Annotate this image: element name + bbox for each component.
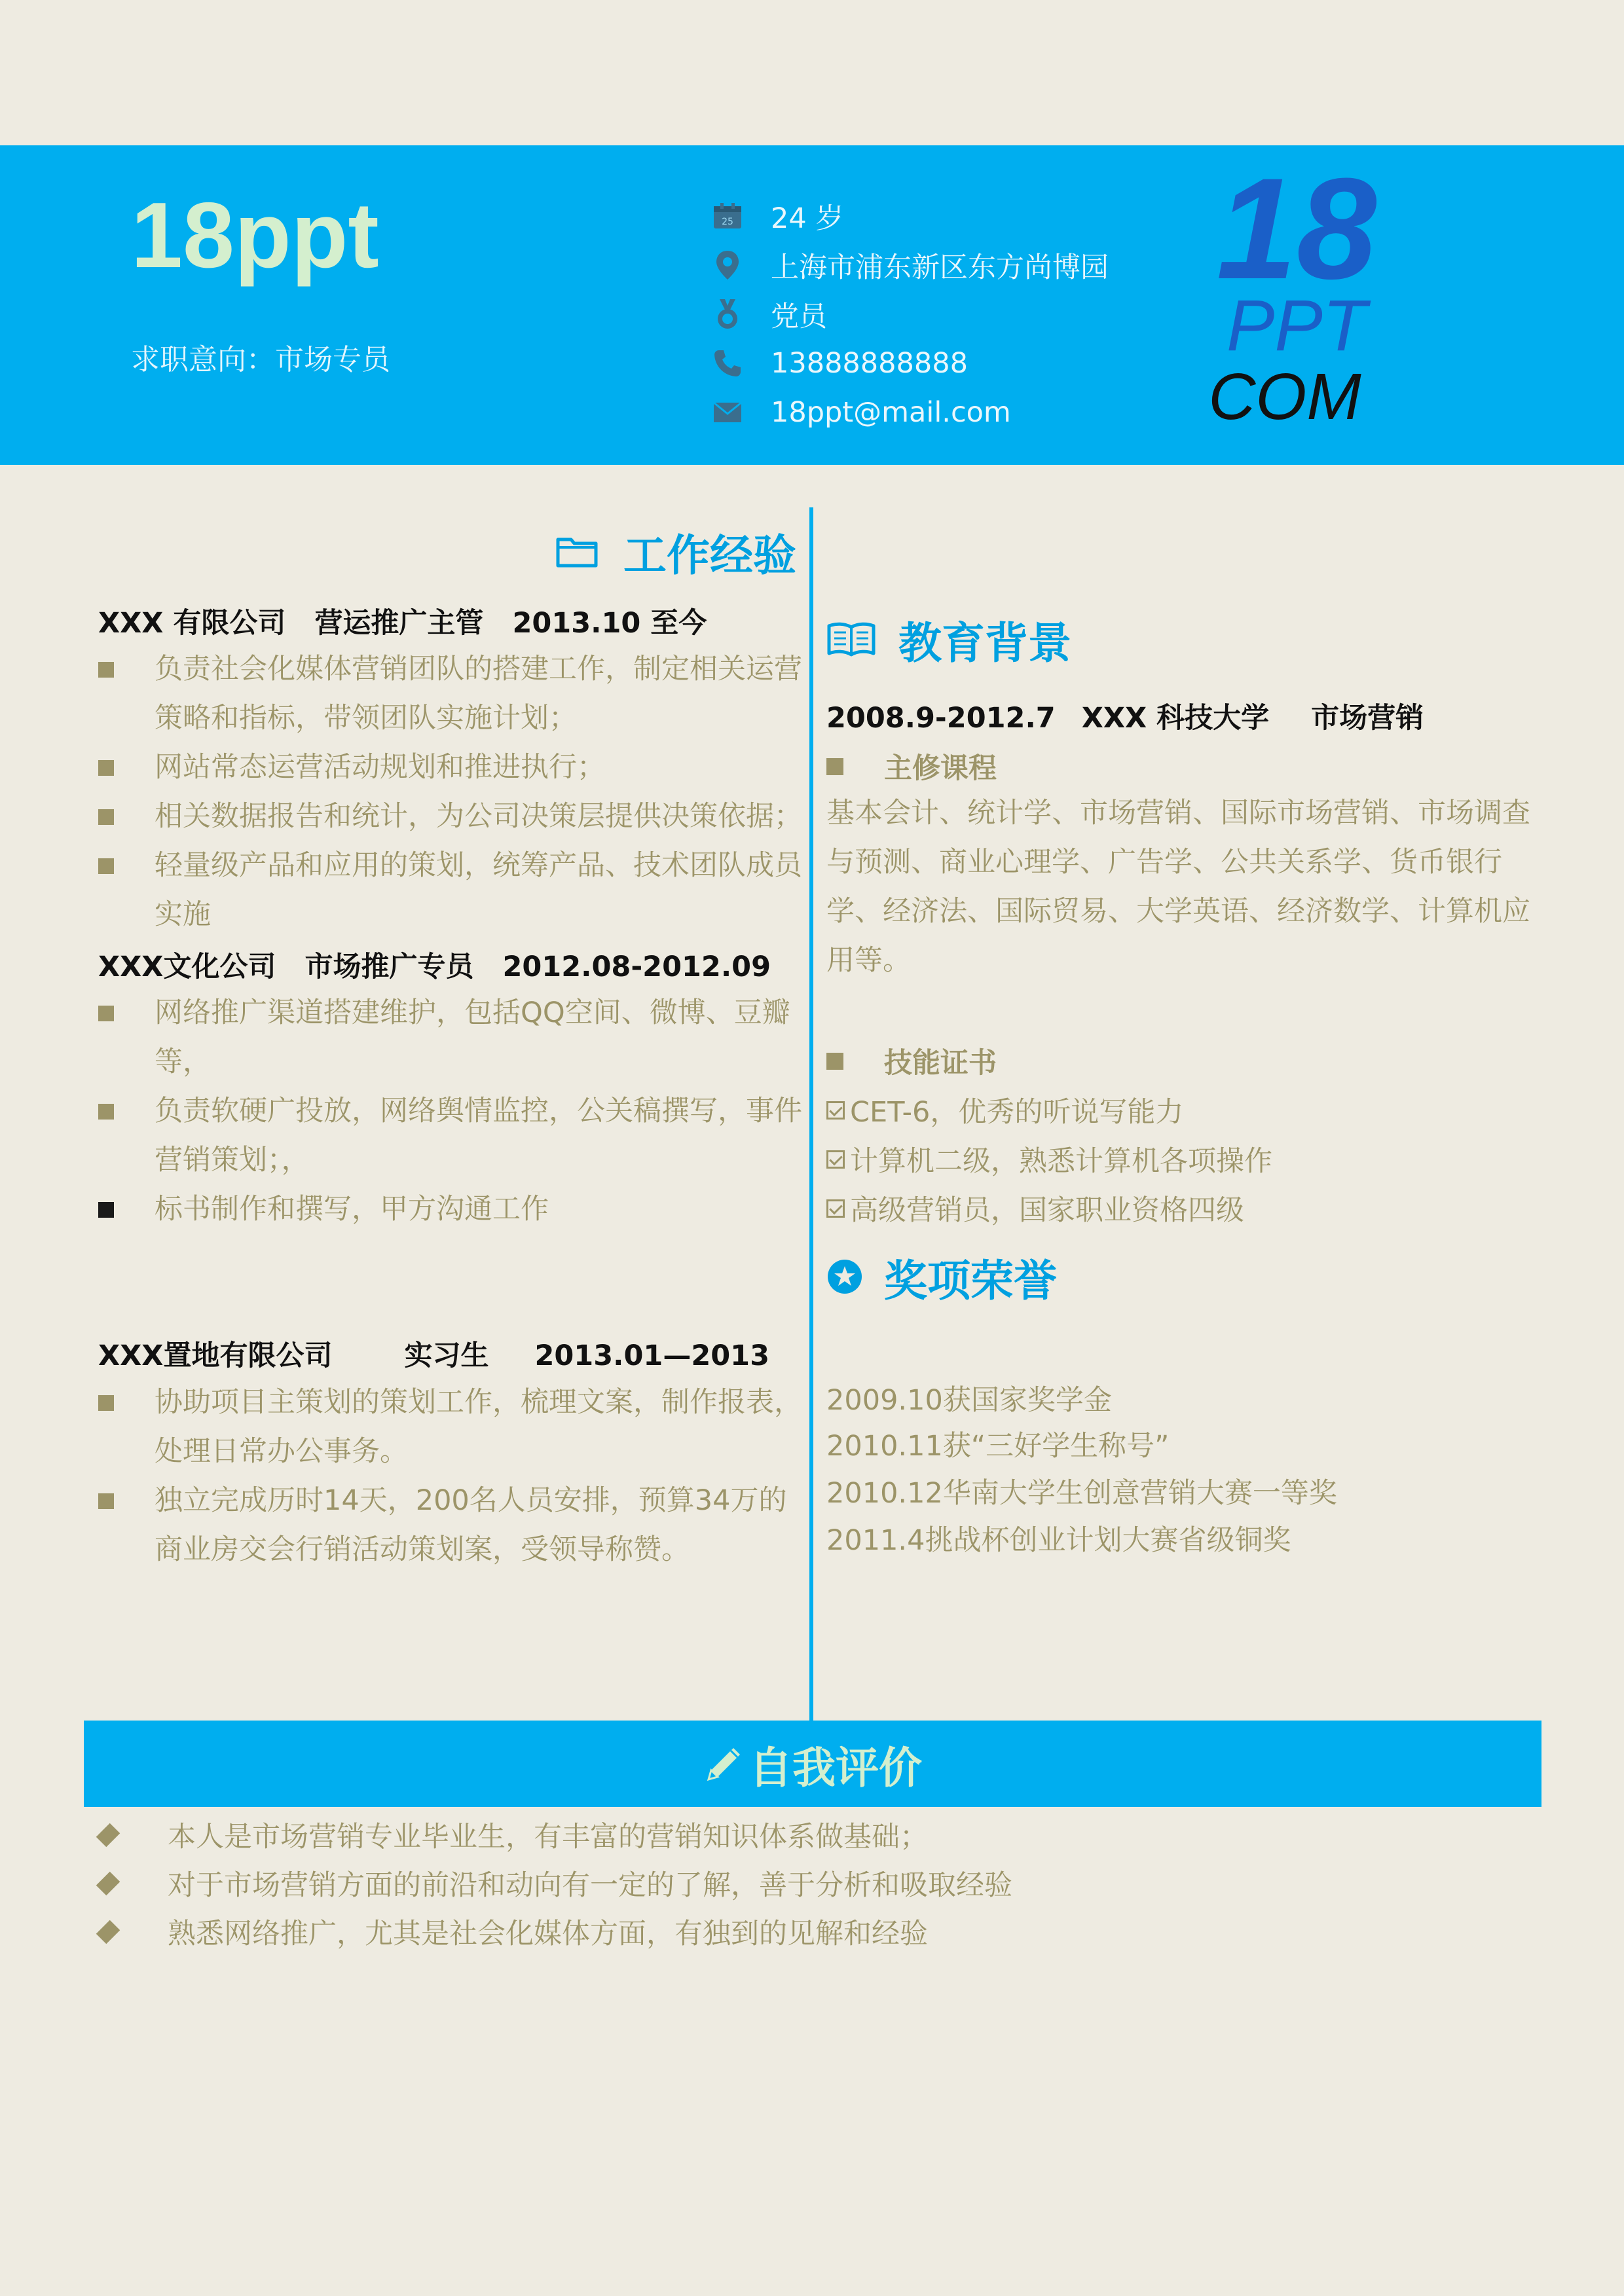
cert-item: 计算机二级，熟悉计算机各项操作 <box>826 1139 1272 1179</box>
job-company: XXX置地有限公司 <box>98 1339 333 1372</box>
job-company: XXX 有限公司 <box>98 607 286 640</box>
job-bullet: 轻量级产品和应用的策划，统筹产品、技术团队成员实施 <box>98 841 812 939</box>
phone-icon <box>710 346 745 380</box>
address-text: 上海市浦东新区东方尚博园 <box>771 251 1109 284</box>
candidate-name: 18ppt <box>131 183 379 287</box>
education-section-title <box>826 606 1071 672</box>
skills-subtitle: 技能证书 <box>826 1041 997 1081</box>
logo-mid-text: PPT <box>1227 285 1367 366</box>
award-item: 2011.4挑战杯创业计划大赛省级铜奖 <box>826 1524 1291 1557</box>
job-header <box>98 601 735 641</box>
award-item: 2010.12华南大学生创意营销大赛一等奖 <box>826 1477 1337 1510</box>
job-position: 实习生 <box>404 1339 489 1372</box>
job-bullet: 相关数据报告和统计，为公司决策层提供决策依据； <box>98 792 812 841</box>
award-item: 2009.10获国家奖学金 <box>826 1384 1112 1417</box>
edu-school: XXX 科技大学 <box>1081 702 1270 735</box>
svg-text:25: 25 <box>722 217 733 227</box>
checkbox-icon <box>826 1150 845 1169</box>
awards-title: 奖项荣誉 <box>884 1255 1057 1306</box>
cert-item: CET-6，优秀的听说写能力 <box>826 1090 1183 1130</box>
folder-icon <box>555 534 599 568</box>
book-icon <box>826 621 876 657</box>
award-item: 2010.11获“三好学生称号” <box>826 1430 1170 1463</box>
self-eval-title: 自我评价 <box>749 1742 922 1793</box>
eval-item: 对于市场营销方面的前沿和动向有一定的了解，善于分析和吸取经验 <box>98 1863 1012 1903</box>
checkbox-icon <box>826 1199 845 1218</box>
job-bullet: 独立完成历时14天，200名人员安排，预算34万的商业房交会行销活动策划案，受领导称赞。 <box>98 1476 812 1575</box>
logo-top-text: 18 <box>1216 157 1377 309</box>
info-politics <box>710 291 1208 337</box>
edu-period: 2008.9-2012.7 <box>826 702 1056 735</box>
logo-18ppt <box>1198 157 1395 432</box>
job-bullet: 标书制作和撰写，甲方沟通工作 <box>98 1185 812 1234</box>
eval-item: 熟悉网络推广，尤其是社会化媒体方面，有独到的见解和经验 <box>98 1912 928 1952</box>
job-bullet: 负责软硬广投放，网络舆情监控，公关稿撰写，事件营销策划；， <box>98 1087 812 1185</box>
logo-bottom-text: COM <box>1208 360 1361 432</box>
job-bullet: 协助项目主策划的策划工作，梳理文案，制作报表，处理日常办公事务。 <box>98 1378 812 1476</box>
job-period: 2013.10 至今 <box>512 607 707 640</box>
job-period: 2013.01—2013 <box>534 1339 769 1372</box>
job-objective: 求职意向：市场专员 <box>131 343 390 376</box>
work-title: 工作经验 <box>623 530 796 581</box>
location-pin-icon <box>710 248 745 282</box>
phone-text: 13888888888 <box>771 347 968 380</box>
age-text: 24 岁 <box>771 202 844 235</box>
job-bullet: 网站常态运营活动规划和推进执行； <box>98 743 812 792</box>
job-position: 市场推广专员 <box>304 951 474 983</box>
education-title: 教育背景 <box>898 617 1071 668</box>
job-header <box>98 1334 798 1374</box>
mail-icon <box>710 395 745 429</box>
job-period: 2012.08-2012.09 <box>502 951 771 983</box>
info-age <box>710 193 1208 239</box>
job-company: XXX文化公司 <box>98 951 276 983</box>
courses-subtitle: 主修课程 <box>826 746 997 786</box>
politics-text: 党员 <box>771 300 827 333</box>
work-section-title <box>555 519 796 584</box>
courses-text: 基本会计、统计学、市场营销、国际市场营销、市场调查与预测、商业心理学、广告学、公共关系学、货币银行学、经济法、国际贸易、大学英语、经济数学、计算机应用等。 <box>826 797 1530 977</box>
job-position: 营运推广主管 <box>314 607 484 640</box>
job-bullet: 负责社会化媒体营销团队的搭建工作，制定相关运营策略和指标，带领团队实施计划； <box>98 645 812 743</box>
star-badge-icon <box>826 1258 863 1295</box>
checkbox-icon <box>826 1101 845 1120</box>
edu-major: 市场营销 <box>1311 702 1424 735</box>
calendar-icon <box>710 199 745 233</box>
education-header <box>826 696 1450 736</box>
pencil-icon <box>703 1743 745 1785</box>
info-email <box>710 390 1208 435</box>
job-bullet: 网络推广渠道搭建维护，包括QQ空间、微博、豆瓣等， <box>98 989 812 1087</box>
diamond-icon <box>96 1871 120 1895</box>
email-text: 18ppt@mail.com <box>771 396 1011 429</box>
medal-icon <box>710 297 745 331</box>
awards-section-title <box>826 1244 1057 1309</box>
job-header <box>98 945 800 985</box>
self-eval-section-title <box>84 1721 1541 1807</box>
cert-item: 高级营销员，国家职业资格四级 <box>826 1188 1244 1228</box>
diamond-icon <box>96 1920 120 1944</box>
diamond-icon <box>96 1823 120 1847</box>
info-phone <box>710 340 1208 386</box>
eval-item: 本人是市场营销专业毕业生，有丰富的营销知识体系做基础； <box>98 1815 928 1855</box>
info-address <box>710 242 1208 288</box>
